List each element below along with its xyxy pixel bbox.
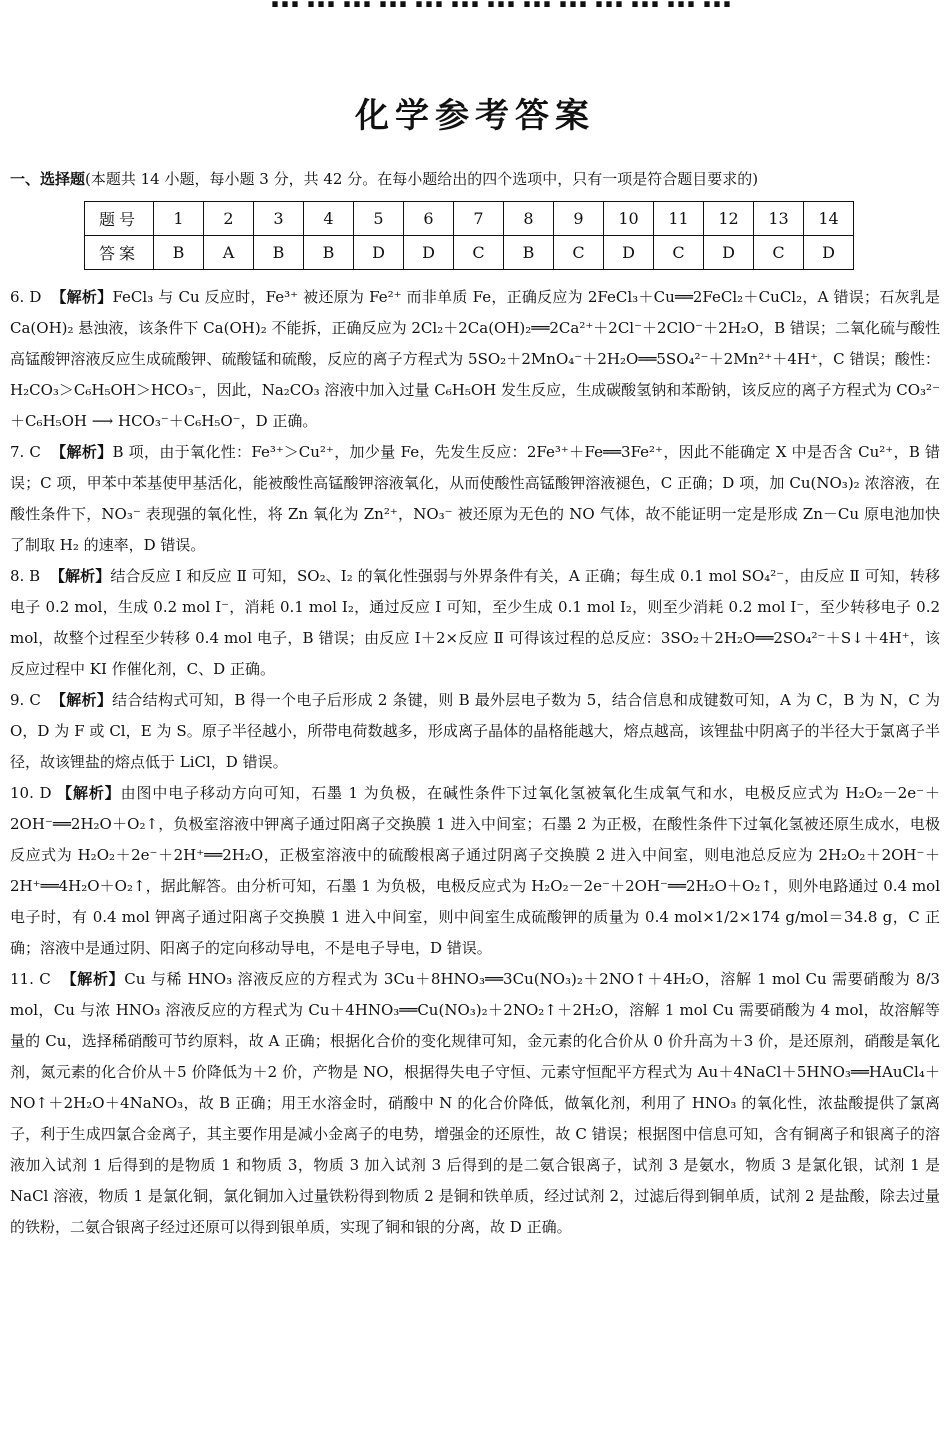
- answer-cell: D: [354, 236, 404, 270]
- explanation-text: B 项，由于氧化性：Fe³⁺＞Cu²⁺，加少量 Fe，先发生反应：2Fe³⁺＋Fe══3Fe²⁺，因此不能确定 X 中是否含 Cu²⁺，B 错误；C 项，甲苯中苯基使甲基活化，能被酸性高锰酸钾溶液氧化，从而使酸性高锰酸钾溶液褪色，C 正确；D 项，加 Cu(NO₃)₂ 浓溶液，在酸性条件下，NO₃⁻ 表现强的氧化性，将 Zn 氧化为 Zn²⁺，NO₃⁻ 被还原为无色的 NO 气体，故不能证明一定是形成 Zn－Cu 原电池加快了制取 H₂ 的速率，D 错误。: [10, 443, 940, 554]
- explanation-q7: [10, 437, 940, 561]
- explanation-number: 6. D: [10, 288, 42, 306]
- analysis-tag: 【解析】: [51, 288, 113, 306]
- answer-cell: B: [504, 236, 554, 270]
- question-number: 3: [254, 202, 304, 236]
- section-label: 一、选择题: [10, 170, 86, 188]
- row-label-number: 题号: [85, 202, 154, 236]
- question-number: 13: [754, 202, 804, 236]
- cut-off-header-text: [270, 0, 738, 15]
- cut-off-header: [0, 0, 950, 52]
- explanation-text: 结合反应 Ⅰ 和反应 Ⅱ 可知，SO₂、I₂ 的氧化性强弱与外界条件有关，A 正确；每生成 0.1 mol SO₄²⁻，由反应 Ⅱ 可知，转移电子 0.2 mol，生成 0.2 mol I⁻，消耗 0.1 mol I₂，通过反应 Ⅰ 可知，至少生成 0.1 mol I₂，则至少消耗 0.2 mol I⁻，至少转移电子 0.2 mol，故整个过程至少转移 0.4 mol 电子，B 错误；由反应 Ⅰ＋2×反应 Ⅱ 可得该过程的总反应：3SO₂＋2H₂O══2SO₄²⁻＋S↓＋4H⁺，该反应过程中 KI 作催化剂，C、D 正确。: [10, 567, 940, 678]
- analysis-tag: 【解析】: [61, 970, 125, 988]
- answer-cell: D: [604, 236, 654, 270]
- explanation-number: 10. D: [10, 784, 52, 802]
- question-number: 7: [454, 202, 504, 236]
- answer-cell: B: [154, 236, 204, 270]
- explanation-q8: [10, 561, 940, 685]
- explanation-q11: [10, 964, 940, 1243]
- question-number: 6: [404, 202, 454, 236]
- answer-cell: C: [554, 236, 604, 270]
- answer-cell: B: [304, 236, 354, 270]
- explanation-text: Cu 与稀 HNO₃ 溶液反应的方程式为 3Cu＋8HNO₃══3Cu(NO₃)₂＋2NO↑＋4H₂O，溶解 1 mol Cu 需要硝酸为 8/3 mol，Cu 与浓 HNO₃ 溶液反应的方程式为 Cu＋4HNO₃══Cu(NO₃)₂＋2NO₂↑＋2H₂O，溶解 1 mol Cu 需要硝酸为 4 mol，故溶解等量的 Cu，选择稀硝酸可节约原料，故 A 正确；根据化合价的变化规律可知，金元素的化合价从 0 价升高为＋3 价，是还原剂，硝酸是氧化剂，氮元素的化合价从＋5 价降低为＋2 价，产物是 NO，根据得失电子守恒、元素守恒配平方程式为 Au＋4NaCl＋5HNO₃══HAuCl₄＋NO↑＋2H₂O＋4NaNO₃，故 B 正确；用王水溶金时，硝酸中 N 的化合价降低，做氧化剂，利用了 HNO₃ 的氧化性，浓盐酸提供了氯离子，利于生成四氯合金离子，其主要作用是减小金离子的电势，增强金的还原性，故 C 错误；根据图中信息可知，含有铜离子和银离子的溶液加入试剂 1 后得到的是物质 1 和物质 3，物质 3 加入试剂 3 后得到的是二氨合银离子，试剂 3 是氨水，物质 3 是氯化银，试剂 1 是 NaCl 溶液，物质 1 是氯化铜，氯化铜加入过量铁粉得到物质 2 是铜和铁单质，经过试剂 2，过滤后得到铜单质，试剂 2 是盐酸，除去过量的铁粉，二氨合银离子经过还原可以得到银单质，实现了铜和银的分离，故 D 正确。: [10, 970, 940, 1236]
- answer-table-row-answers: [85, 236, 854, 270]
- explanations: [10, 282, 940, 1243]
- answer-cell: B: [254, 236, 304, 270]
- analysis-tag: 【解析】: [51, 443, 113, 461]
- analysis-tag: 【解析】: [50, 691, 113, 709]
- answer-table: [84, 201, 854, 270]
- answer-cell: C: [654, 236, 704, 270]
- question-number: 12: [704, 202, 754, 236]
- question-number: 1: [154, 202, 204, 236]
- section-heading: [10, 168, 758, 189]
- explanation-text: 由图中电子移动方向可知，石墨 1 为负极，在碱性条件下过氧化氢被氧化生成氧气和水，电极反应式为 H₂O₂－2e⁻＋2OH⁻══2H₂O＋O₂↑，负极室溶液中钾离子通过阳离子交换膜 1 进入中间室；石墨 2 为正极，在酸性条件下过氧化氢被还原生成水，电极反应式为 H₂O₂＋2e⁻＋2H⁺══2H₂O，正极室溶液中的硫酸根离子通过阴离子交换膜 2 进入中间室，则电池总反应为 2H₂O₂＋2OH⁻＋2H⁺══4H₂O＋O₂↑，据此解答。由分析可知，石墨 1 为负极，电极反应式为 H₂O₂－2e⁻＋2OH⁻══2H₂O＋O₂↑，则外电路通过 0.4 mol 电子时，有 0.4 mol 钾离子通过阳离子交换膜 1 进入中间室，则中间室生成硫酸钾的质量为 0.4 mol×1/2×174 g/mol＝34.8 g，C 正确；溶液中是通过阴、阳离子的定向移动导电，不是电子导电，D 错误。: [10, 784, 940, 957]
- answer-table-row-numbers: [85, 202, 854, 236]
- answer-cell: A: [204, 236, 254, 270]
- explanation-q10: [10, 778, 940, 964]
- question-number: 11: [654, 202, 704, 236]
- explanation-number: 9. C: [10, 691, 41, 709]
- row-label-answer: 答案: [85, 236, 154, 270]
- question-number: 2: [204, 202, 254, 236]
- analysis-tag: 【解析】: [49, 567, 111, 585]
- explanation-number: 8. B: [10, 567, 41, 585]
- question-number: 14: [804, 202, 854, 236]
- answer-cell: D: [404, 236, 454, 270]
- question-number: 4: [304, 202, 354, 236]
- question-number: 9: [554, 202, 604, 236]
- page-title: 化学参考答案: [355, 96, 595, 136]
- answer-cell: D: [704, 236, 754, 270]
- answer-cell: D: [804, 236, 854, 270]
- question-number: 8: [504, 202, 554, 236]
- analysis-tag: 【解析】: [57, 784, 121, 802]
- explanation-number: 7. C: [10, 443, 41, 461]
- section-description: (本题共 14 小题，每小题 3 分，共 42 分。在每小题给出的四个选项中，只有一项是符合题目要求的): [85, 170, 759, 188]
- explanation-q9: [10, 685, 940, 778]
- question-number: 10: [604, 202, 654, 236]
- explanation-number: 11. C: [10, 970, 51, 988]
- explanation-text: FeCl₃ 与 Cu 反应时，Fe³⁺ 被还原为 Fe²⁺ 而非单质 Fe，正确反应为 2FeCl₃＋Cu══2FeCl₂＋CuCl₂，A 错误；石灰乳是 Ca(OH)₂ 悬浊液，该条件下 Ca(OH)₂ 不能拆，正确反应为 2Cl₂＋2Ca(OH)₂══2Ca²⁺＋2Cl⁻＋2ClO⁻＋2H₂O，B 错误；二氧化硫与酸性高锰酸钾溶液反应生成硫酸钾、硫酸锰和硫酸，反应的离子方程式为 5SO₂＋2MnO₄⁻＋2H₂O══5SO₄²⁻＋2Mn²⁺＋4H⁺，C 错误；酸性：H₂CO₃＞C₆H₅OH＞HCO₃⁻，因此，Na₂CO₃ 溶液中加入过量 C₆H₅OH 发生反应，生成碳酸氢钠和苯酚钠，该反应的离子方程式为 CO₃²⁻＋C₆H₅OH ⟶ HCO₃⁻＋C₆H₅O⁻，D 正确。: [10, 288, 940, 430]
- explanation-text: 结合结构式可知，B 得一个电子后形成 2 条键，则 B 最外层电子数为 5，结合信息和成键数可知，A 为 C，B 为 N，C 为 O，D 为 F 或 Cl，E 为 S。原子半径越小，所带电荷数越多，形成离子晶体的晶格能越大，熔点越高，该锂盐中阴离子的半径大于氯离子半径，故该锂盐的熔点低于 LiCl，D 错误。: [10, 691, 940, 771]
- question-number: 5: [354, 202, 404, 236]
- answer-cell: C: [454, 236, 504, 270]
- answer-cell: C: [754, 236, 804, 270]
- explanation-q6: [10, 282, 940, 437]
